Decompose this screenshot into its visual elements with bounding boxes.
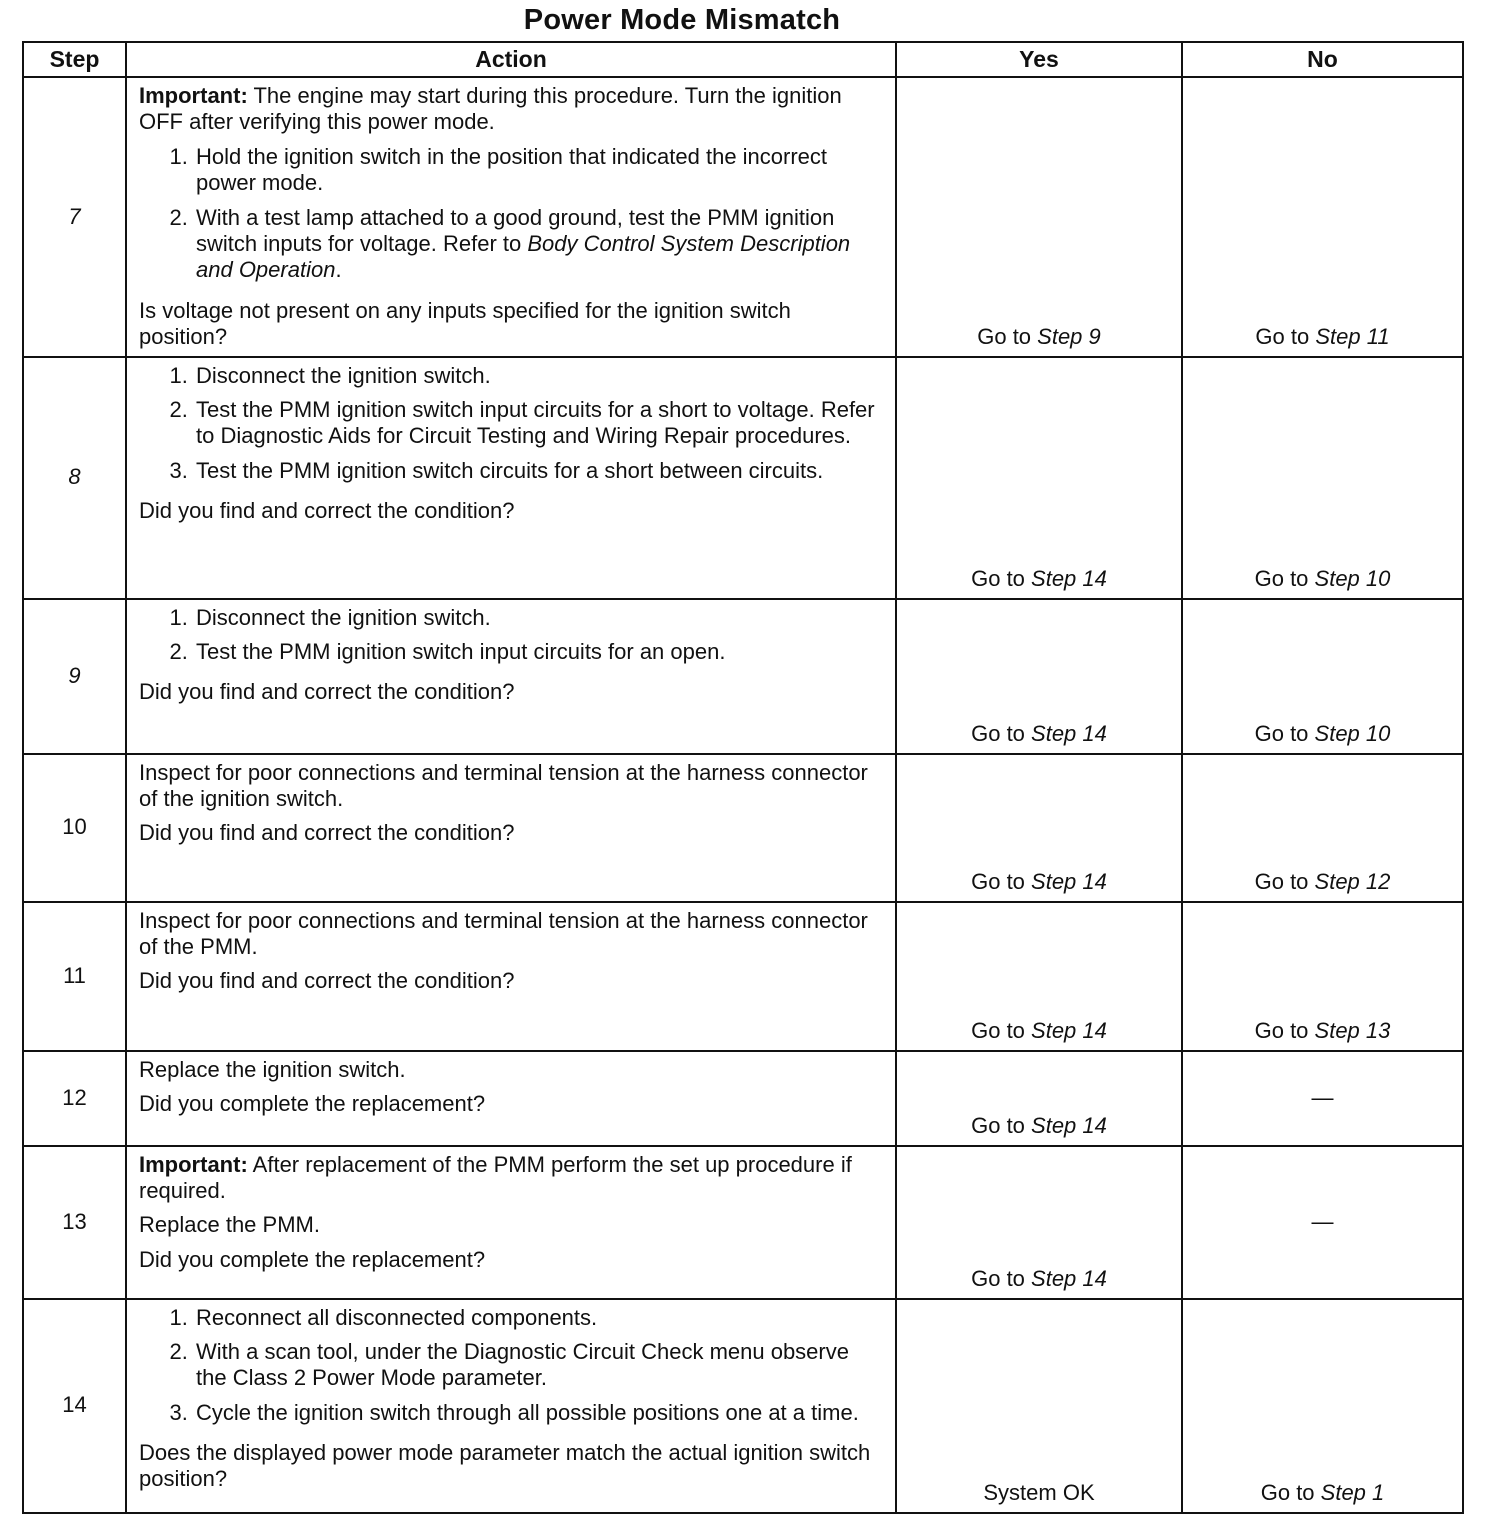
yes-step-ref: Step 14 <box>1031 1266 1107 1292</box>
step-number: 13 <box>23 1146 126 1299</box>
yes-prefix: Go to <box>971 869 1032 895</box>
action-list <box>139 605 883 674</box>
step-number: 8 <box>23 357 126 599</box>
header-yes: Yes <box>896 42 1182 77</box>
question: Did you find and correct the condition? <box>139 679 515 705</box>
action-cell <box>126 1146 896 1299</box>
list-item: 1. Hold the ignition switch in the position that indicated the incorrect power mode. <box>194 144 883 197</box>
important-label: Important: <box>139 83 248 108</box>
table-row <box>23 599 1463 754</box>
step-number: 7 <box>23 77 126 357</box>
procedure-table <box>22 41 1464 1514</box>
yes-prefix: Go to <box>971 1266 1032 1292</box>
header-action: Action <box>126 42 896 77</box>
yes-cell <box>896 599 1182 754</box>
table-row <box>23 357 1463 599</box>
question: Did you complete the replacement? <box>139 1246 486 1272</box>
question: Is voltage not present on any inputs specified for the ignition switch position? <box>139 297 791 350</box>
no-prefix: Go to <box>1254 566 1315 592</box>
no-step-ref: Step 10 <box>1314 566 1391 592</box>
no-step-ref: Step 12 <box>1314 869 1391 895</box>
list-item <box>194 205 883 284</box>
list-item: 2. With a scan tool, under the Diagnostic Circuit Check menu observe the Class 2 Power Mode parameter. <box>194 1339 883 1392</box>
important-label: Important: <box>139 1151 248 1177</box>
important-note <box>139 83 883 136</box>
yes-step-ref: Step 14 <box>1031 721 1107 747</box>
no-step-ref: Step 13 <box>1314 1018 1391 1044</box>
table-row <box>23 1051 1463 1146</box>
step-number: 12 <box>23 1051 126 1146</box>
action-list <box>139 144 883 292</box>
list-item-text: With a test lamp attached to a good ground, test the PMM ignition switch inputs for voltage. Refer to <box>196 204 835 256</box>
yes-cell <box>896 77 1182 357</box>
action-cell <box>126 357 896 599</box>
header-row <box>23 42 1463 77</box>
no-prefix: Go to <box>1255 324 1316 350</box>
no-cell: — <box>1182 1146 1463 1299</box>
yes-step-ref: Step 9 <box>1037 324 1101 350</box>
no-step-ref: Step 11 <box>1315 324 1390 350</box>
header-step: Step <box>23 42 126 77</box>
action-text: Replace the PMM. <box>139 1212 320 1238</box>
yes-prefix: Go to <box>977 324 1038 350</box>
question: Did you find and correct the condition? <box>139 968 515 994</box>
no-cell <box>1182 357 1463 599</box>
step-number: 9 <box>23 599 126 754</box>
list-item-tail: . <box>335 257 342 283</box>
question: Did you find and correct the condition? <box>139 820 515 846</box>
no-prefix: Go to <box>1260 1480 1321 1506</box>
action-cell <box>126 77 896 357</box>
important-text: After replacement of the PMM perform the set up procedure if required. <box>139 1151 852 1203</box>
table-row <box>23 1299 1463 1513</box>
action-text: Inspect for poor connections and terminal tension at the harness connector of the ignition switch. <box>139 759 868 811</box>
yes-step-ref: Step 14 <box>1031 869 1107 895</box>
yes-cell <box>896 1051 1182 1146</box>
no-prefix: Go to <box>1254 1018 1315 1044</box>
list-item: 2. Test the PMM ignition switch input circuits for a short to voltage. Refer to Diagnostic Aids for Circuit Testing and Wiring Repair procedures. <box>194 397 883 450</box>
no-cell <box>1182 1299 1463 1513</box>
question: Did you complete the replacement? <box>139 1090 486 1116</box>
no-cell <box>1182 77 1463 357</box>
list-item: 3. Cycle the ignition switch through all possible positions one at a time. <box>194 1400 883 1426</box>
yes-cell <box>896 1146 1182 1299</box>
step-number: 14 <box>23 1299 126 1513</box>
question: Does the displayed power mode parameter match the actual ignition switch position? <box>139 1440 871 1492</box>
list-item: 1. Reconnect all disconnected components. <box>194 1305 883 1331</box>
yes-prefix: Go to <box>971 721 1032 747</box>
no-prefix: Go to <box>1254 721 1315 747</box>
yes-cell: System OK <box>896 1299 1182 1513</box>
list-item: 1. Disconnect the ignition switch. <box>194 363 883 389</box>
yes-step-ref: Step 14 <box>1031 1018 1107 1044</box>
action-list <box>139 363 883 493</box>
action-cell <box>126 902 896 1051</box>
action-cell <box>126 1051 896 1146</box>
table-row <box>23 1146 1463 1299</box>
no-prefix: Go to <box>1254 869 1315 895</box>
action-cell <box>126 599 896 754</box>
action-text: Inspect for poor connections and terminal tension at the harness connector of the PMM. <box>139 907 868 959</box>
action-list <box>139 1305 883 1435</box>
header-no: No <box>1182 42 1463 77</box>
list-item: 2. Test the PMM ignition switch input circuits for an open. <box>194 639 883 665</box>
page-title: Power Mode Mismatch <box>523 4 841 36</box>
list-item: 1. Disconnect the ignition switch. <box>194 605 883 631</box>
yes-cell <box>896 357 1182 599</box>
no-cell <box>1182 754 1463 902</box>
no-step-ref: Step 1 <box>1320 1480 1385 1506</box>
no-cell <box>1182 599 1463 754</box>
yes-prefix: Go to <box>971 566 1032 592</box>
no-step-ref: Step 10 <box>1314 721 1391 747</box>
yes-prefix: Go to <box>971 1018 1032 1044</box>
yes-prefix: Go to <box>971 1113 1032 1139</box>
no-cell <box>1182 902 1463 1051</box>
yes-cell <box>896 754 1182 902</box>
reference-link: Body Control System Description and Operation <box>196 230 851 283</box>
step-number: 10 <box>23 754 126 902</box>
table-row <box>23 902 1463 1051</box>
step-number: 11 <box>23 902 126 1051</box>
yes-step-ref: Step 14 <box>1031 566 1107 592</box>
action-cell <box>126 754 896 902</box>
question: Did you find and correct the condition? <box>139 498 515 524</box>
yes-cell <box>896 902 1182 1051</box>
table-row <box>23 77 1463 357</box>
important-note <box>139 1152 883 1205</box>
no-cell: — <box>1182 1051 1463 1146</box>
action-text: Replace the ignition switch. <box>139 1056 406 1082</box>
table-row <box>23 754 1463 902</box>
list-item: 3. Test the PMM ignition switch circuits for a short between circuits. <box>194 458 883 484</box>
yes-step-ref: Step 14 <box>1031 1113 1107 1139</box>
important-text: The engine may start during this procedure. Turn the ignition OFF after verifying this power mode. <box>139 83 842 135</box>
action-cell <box>126 1299 896 1513</box>
